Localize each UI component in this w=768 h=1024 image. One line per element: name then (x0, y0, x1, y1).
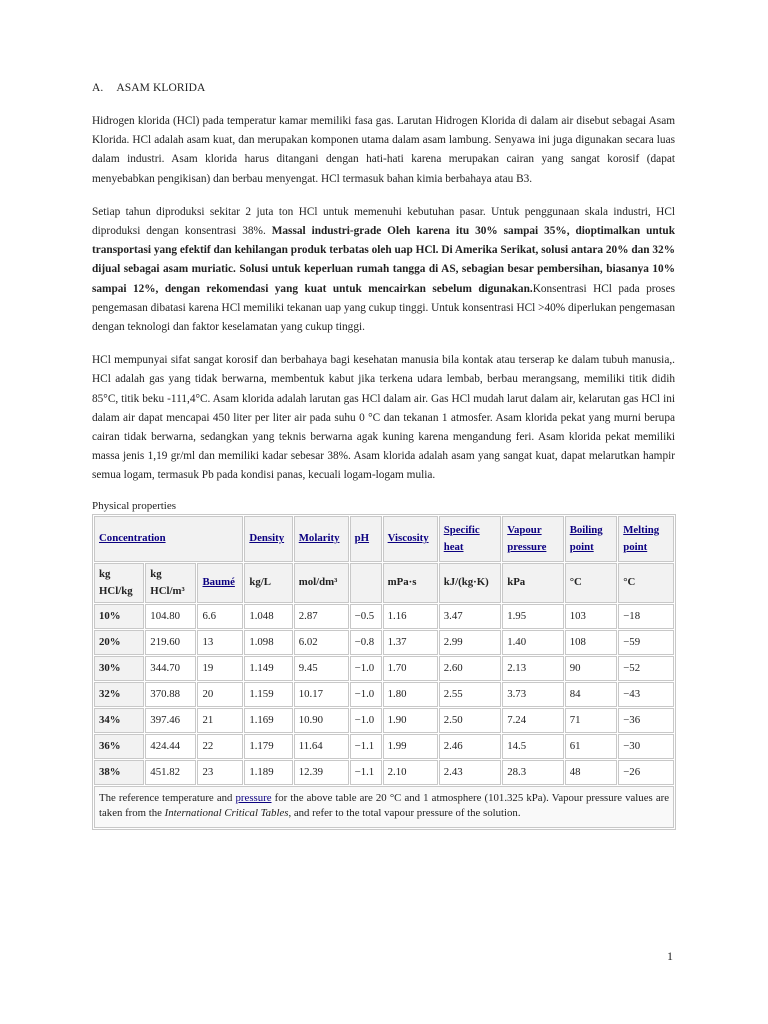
table-header-row (94, 516, 674, 562)
unit-header: kg/L (244, 563, 292, 603)
text-run: Setiap tahun diproduksi sekitar 2 juta ton HCl untuk memenuhi kebutuhan pasar. Untuk penggunaan skala industri, HCl diproduksi dengan konsentrasi 38%. (92, 205, 675, 238)
footnote-text: , and refer to the total vapour pressure of the solution. (288, 806, 521, 819)
table-cell: 104.80 (145, 604, 196, 629)
column-header[interactable] (383, 516, 438, 562)
table-cell: 1.16 (383, 604, 438, 629)
paragraph (92, 203, 675, 337)
table-cell: 1.70 (383, 656, 438, 681)
table-cell: 1.90 (383, 708, 438, 733)
table-cell: 61 (565, 734, 618, 759)
unit-header: °C (565, 563, 618, 603)
row-header-cell: 32% (94, 682, 144, 707)
table-cell: −1.0 (350, 708, 382, 733)
table-cell: 10.17 (294, 682, 349, 707)
table-cell: −0.5 (350, 604, 382, 629)
table-cell: 20 (197, 682, 243, 707)
unit-header: mol/dm³ (294, 563, 349, 603)
table-cell: 2.99 (439, 630, 501, 655)
table-cell: 1.95 (502, 604, 563, 629)
pressure-link[interactable]: pressure (235, 791, 272, 804)
table-cell: 451.82 (145, 760, 196, 785)
unit-header: kg HCl/kg (94, 563, 144, 603)
table-cell: −1.0 (350, 656, 382, 681)
unit-header: kJ/(kg·K) (439, 563, 501, 603)
table-cell: 397.46 (145, 708, 196, 733)
row-header-cell: 30% (94, 656, 144, 681)
column-header[interactable] (94, 516, 243, 562)
table-footnote-row (94, 786, 674, 828)
table-cell: −1.0 (350, 682, 382, 707)
table-cell: 103 (565, 604, 618, 629)
paragraph (92, 351, 675, 485)
table-cell: 19 (197, 656, 243, 681)
column-header[interactable] (565, 516, 618, 562)
table-cell: 84 (565, 682, 618, 707)
table-cell: 23 (197, 760, 243, 785)
table-cell: 28.3 (502, 760, 563, 785)
table-cell: 1.098 (244, 630, 292, 655)
table-cell: 11.64 (294, 734, 349, 759)
table-cell: −43 (618, 682, 674, 707)
table-cell: 9.45 (294, 656, 349, 681)
table-cell: −59 (618, 630, 674, 655)
table-cell: −36 (618, 708, 674, 733)
text-run: Hidrogen klorida (HCl) pada temperatur kamar memiliki fasa gas. Larutan Hidrogen Klorida di dalam air disebut sebagai Asam Klorida. HCl adalah asam kuat, dan merupakan komponen utama dalam asam lambung. Senyawa ini juga digunakan secara luas dalam industri. Asam klorida harus ditangani dengan hati-hati karena merupakan cairan yang sangat korosif (dapat menyebabkan pengikisan) dan berbau menyengat. HCl termasuk bahan kimia berbahaya atau B3. (92, 115, 675, 185)
unit-header: kPa (502, 563, 563, 603)
table-cell: 1.37 (383, 630, 438, 655)
table-units-row (94, 563, 674, 603)
table-cell: 90 (565, 656, 618, 681)
table-cell: 2.43 (439, 760, 501, 785)
table-cell: 2.55 (439, 682, 501, 707)
section-number: A. (92, 82, 104, 94)
text-run: Konsentrasi HCl pada proses pengemasan dibatasi karena HCl memiliki tekanan uap yang cukup tinggi. Untuk konsentrasi HCl >40% diperlukan pengemasan dengan teknologi dan faktor keselamatan yang cukup tinggi. (92, 282, 675, 334)
table-cell: 71 (565, 708, 618, 733)
table-row (94, 708, 674, 733)
text-run: HCl mempunyai sifat sangat korosif dan berbahaya bagi kesehatan manusia bila kontak atau terserap ke dalam tubuh manusia,. HCl adalah gas yang tidak berwarna, membentuk kabut jika terkena udara lembab, berbau merangsang, memiliki titik didih 85°C, titik beku -111,4°C. Asam klorida adalah larutan gas HCl dalam air. Gas HCl mudah larut dalam air, kelarutan gas HCl ini dalam air dapat mencapai 450 liter per liter air pada suhu 0 °C dan tekanan 1 atmosfer. Asam klorida pekat yang murni berupa cairan tidak berwarna, sedangkan yang teknis berwarna agak kuning karena mengandung feri. Asam klorida pekat memiliki massa jenis 1,19 gr/ml dan memiliki kadar sebesar 38%. Asam klorida adalah asam yang sangat kuat, dapat melarutkan hampir semua logam, termasuk Pb pada kondisi panas, kecuali logam-logam mulia. (92, 354, 675, 482)
footnote-text: for the above table are 20 °C and 1 atmosphere (101.325 kPa). Vapour pressure values are taken from the (99, 791, 669, 819)
paragraph (92, 112, 675, 189)
table-cell: 48 (565, 760, 618, 785)
table-row (94, 604, 674, 629)
table-row (94, 630, 674, 655)
table-body (94, 604, 674, 828)
table-cell: −30 (618, 734, 674, 759)
row-header-cell: 38% (94, 760, 144, 785)
table-cell: 14.5 (502, 734, 563, 759)
table-caption: Physical properties (92, 499, 177, 512)
table-cell: 13 (197, 630, 243, 655)
table-cell: 2.87 (294, 604, 349, 629)
unit-header: °C (618, 563, 674, 603)
table-cell: 10.90 (294, 708, 349, 733)
header-link[interactable]: Density (249, 532, 285, 545)
table-cell: 3.73 (502, 682, 563, 707)
header-link[interactable]: Boiling point (569, 523, 603, 553)
table-cell: 344.70 (145, 656, 196, 681)
table-cell: 1.99 (383, 734, 438, 759)
section-title: ASAM KLORIDA (116, 82, 206, 94)
table-cell: 1.179 (244, 734, 292, 759)
table-cell: 2.60 (439, 656, 501, 681)
table-row (94, 734, 674, 759)
table-cell: −1.1 (350, 760, 382, 785)
table-cell: 1.40 (502, 630, 563, 655)
table-row (94, 760, 674, 785)
table-cell: 6.02 (294, 630, 349, 655)
row-header-cell: 20% (94, 630, 144, 655)
page-number: 1 (667, 949, 673, 963)
table-footnote (94, 786, 674, 828)
bold-text: Massal industri-grade Oleh karena itu 30% sampai 35%, dioptimalkan untuk transportasi yang efektif dan kehilangan produk terbatas oleh uap HCl. Di Amerika Serikat, solusi antara 20% dan 32% dijual sebagai asam muriatic. Solusi untuk keperluan rumah tangga di AS, sebagian besar pembersihan, biasanya 10% sampai 12%, dengan rekomendasi yang kuat untuk mencairkan sebelum digunakan. (92, 225, 676, 295)
column-header[interactable] (439, 516, 501, 562)
header-link[interactable]: Vapour pressure (507, 523, 547, 553)
table-cell: 1.149 (244, 656, 292, 681)
table-cell: 6.6 (197, 604, 243, 629)
column-header[interactable] (244, 516, 292, 562)
column-header[interactable] (294, 516, 349, 562)
table-cell: 2.10 (383, 760, 438, 785)
table-cell: −0.8 (350, 630, 382, 655)
unit-header: kg HCl/m³ (145, 563, 196, 603)
row-header-cell: 10% (94, 604, 144, 629)
table-cell: 3.47 (439, 604, 501, 629)
table-cell: 2.50 (439, 708, 501, 733)
section-heading (92, 82, 675, 94)
table-cell: 370.88 (145, 682, 196, 707)
body-text (92, 112, 675, 486)
table-cell: 21 (197, 708, 243, 733)
table-row (94, 656, 674, 681)
column-header[interactable] (502, 516, 563, 562)
table-cell: 424.44 (145, 734, 196, 759)
table-cell: 108 (565, 630, 618, 655)
header-link[interactable]: Melting point (623, 523, 660, 553)
unit-header-link[interactable]: Baumé (197, 563, 243, 603)
table-cell: −26 (618, 760, 674, 785)
table-cell: 219.60 (145, 630, 196, 655)
table-cell: 1.169 (244, 708, 292, 733)
table-cell: 2.46 (439, 734, 501, 759)
table-cell: −52 (618, 656, 674, 681)
header-link[interactable]: pH (354, 532, 370, 545)
table-cell: −1.1 (350, 734, 382, 759)
table-cell: 12.39 (294, 760, 349, 785)
header-link[interactable]: Concentration (99, 532, 166, 545)
header-link[interactable]: Specific heat (443, 523, 480, 553)
unit-header (350, 563, 382, 603)
table-cell: 2.13 (502, 656, 563, 681)
document-page (92, 82, 675, 830)
column-header[interactable] (350, 516, 382, 562)
footnote-text: The reference temperature and (99, 791, 236, 804)
table-cell: 1.159 (244, 682, 292, 707)
header-link[interactable]: Viscosity (387, 532, 429, 545)
italic-text: International Critical Tables (164, 806, 289, 819)
table-cell: 7.24 (502, 708, 563, 733)
table-cell: −18 (618, 604, 674, 629)
table-cell: 1.189 (244, 760, 292, 785)
table-cell: 22 (197, 734, 243, 759)
column-header[interactable] (618, 516, 674, 562)
table-row (94, 682, 674, 707)
table-cell: 1.048 (244, 604, 292, 629)
row-header-cell: 36% (94, 734, 144, 759)
table-cell: 1.80 (383, 682, 438, 707)
header-link[interactable]: Molarity (298, 532, 340, 545)
unit-header: mPa·s (383, 563, 438, 603)
physical-properties-table (92, 514, 676, 830)
row-header-cell: 34% (94, 708, 144, 733)
